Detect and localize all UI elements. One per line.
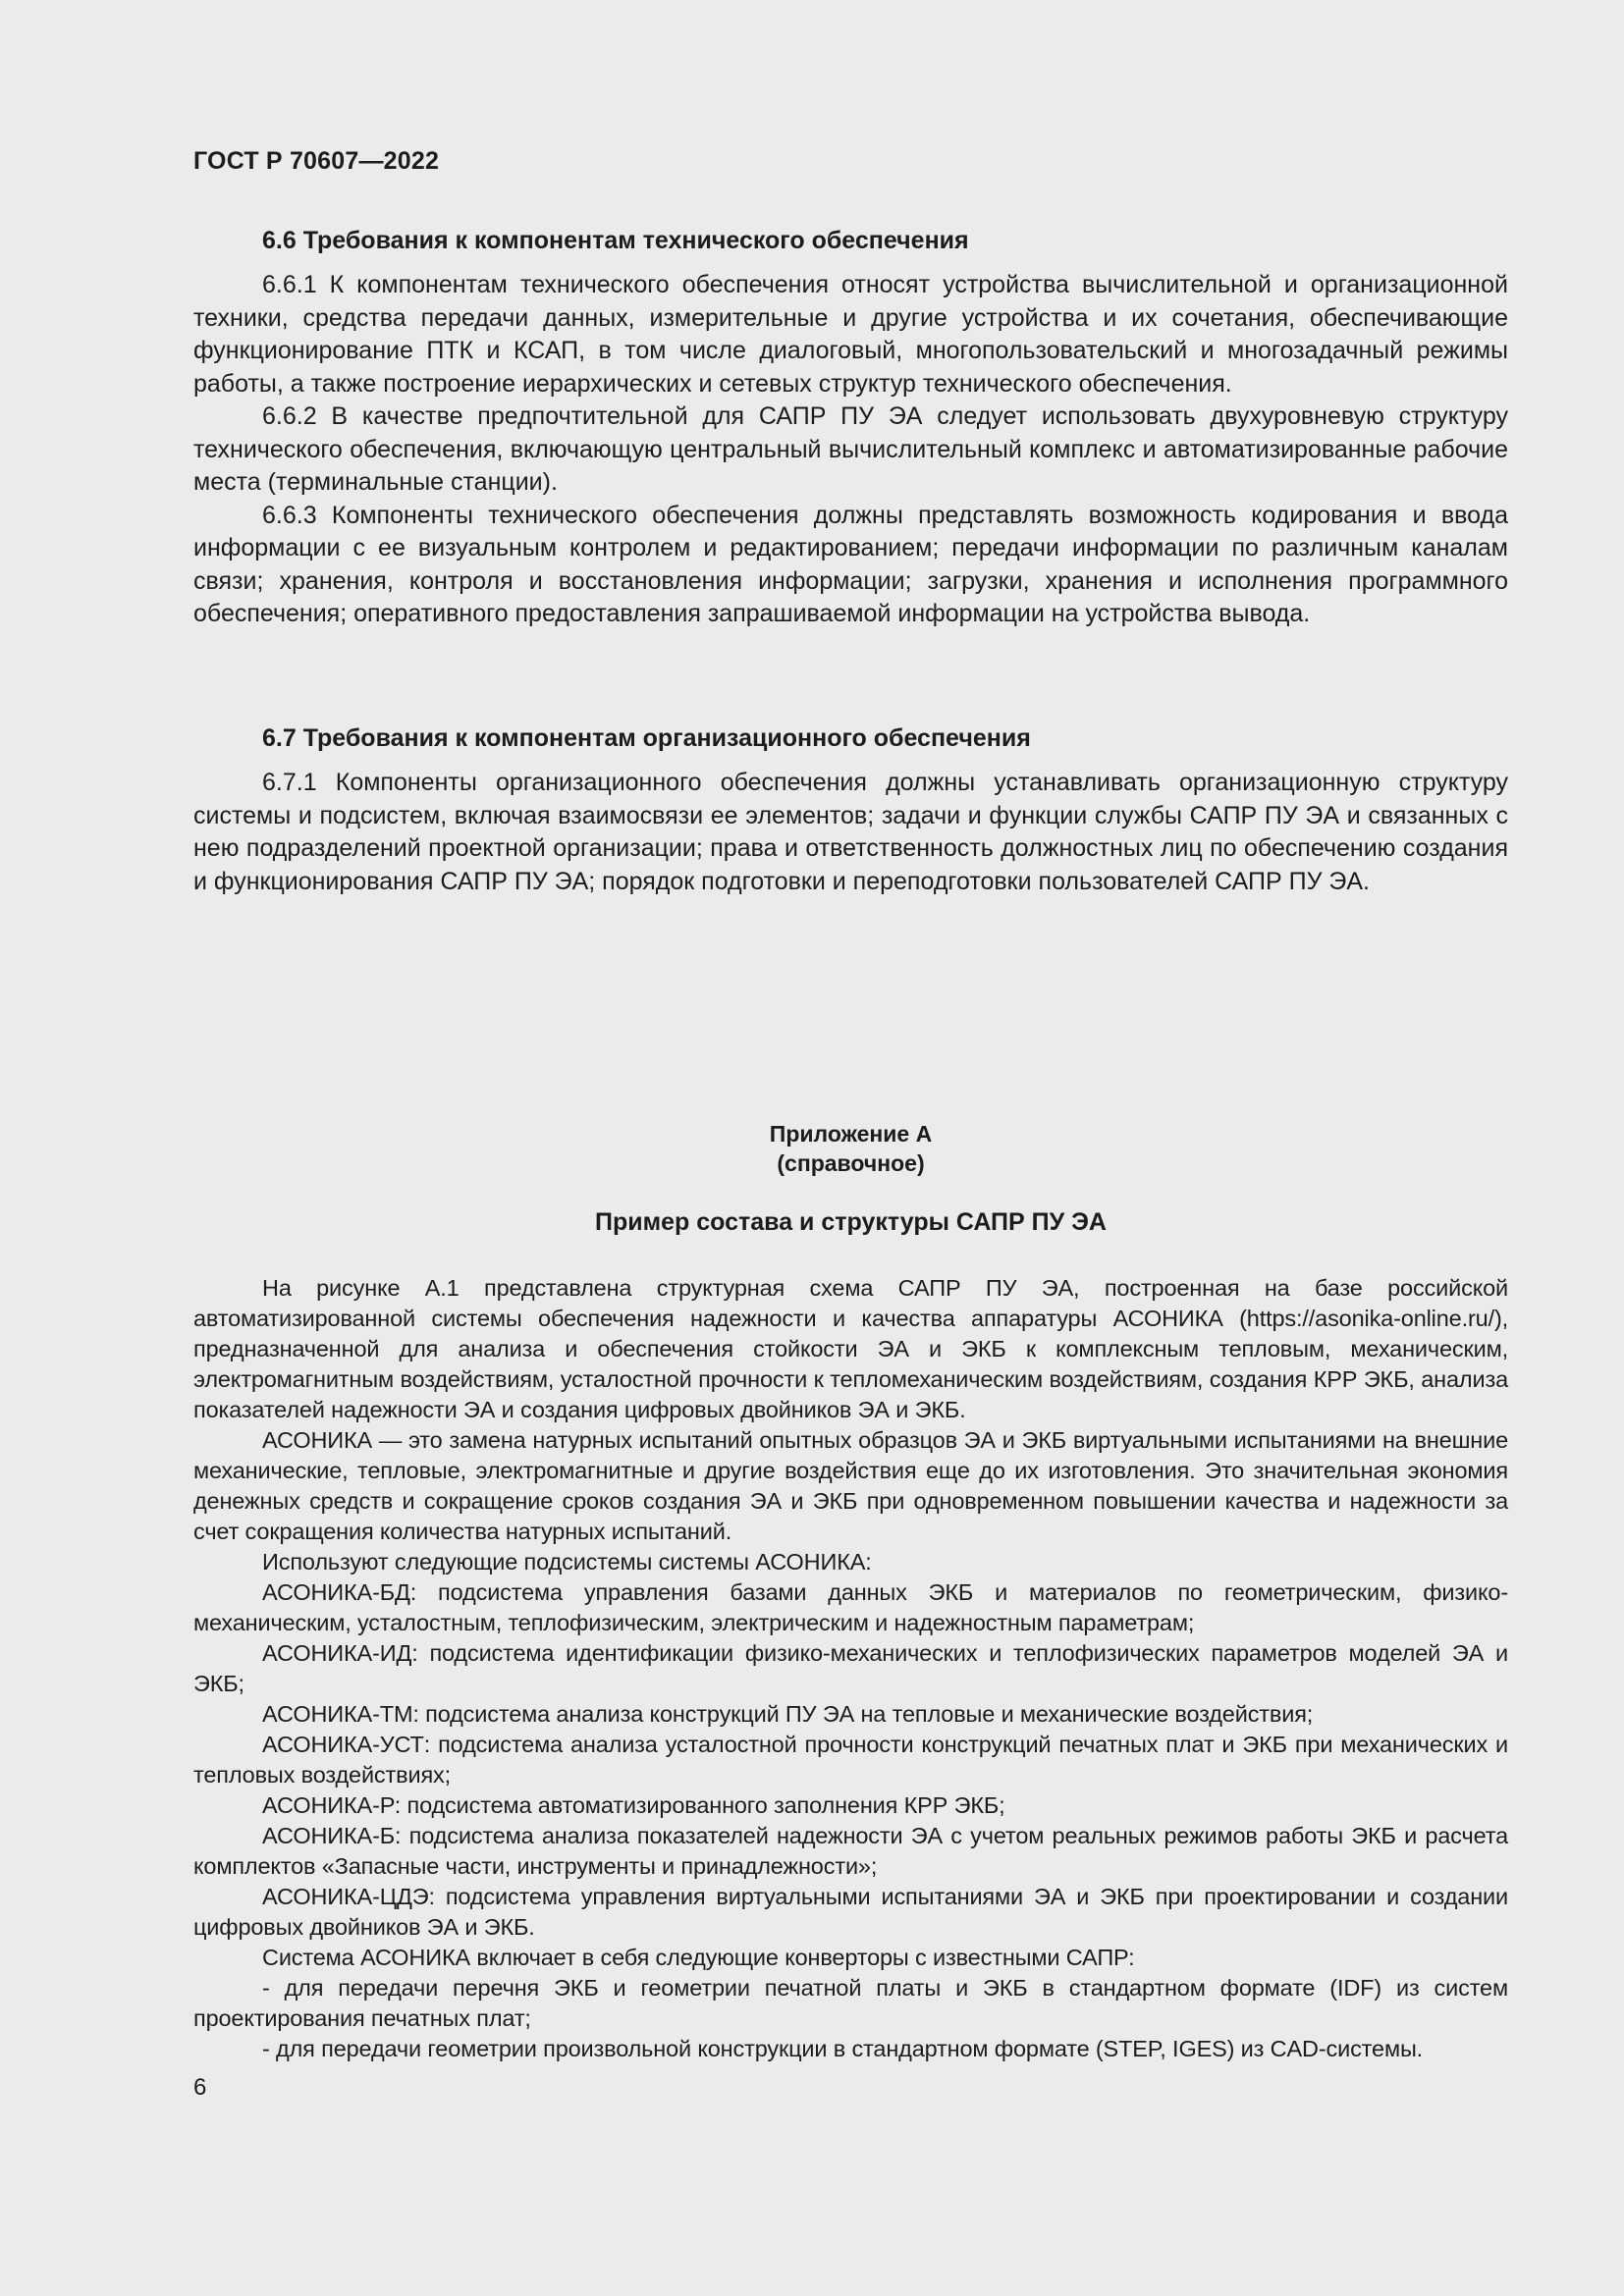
document-page xyxy=(193,0,1508,2296)
converter-item: - для передачи геометрии произвольной конструкции в стандартном формате (STEP, IGES) из CAD-системы. xyxy=(262,2036,1424,2061)
section-heading: 6.7 Требования к компонентам организационного обеспечения xyxy=(262,724,1031,752)
appendix-body xyxy=(193,1273,1508,2064)
appendix-paragraph: АСОНИКА — это замена натурных испытаний опытных образцов ЭА и ЭКБ виртуальными испытаниями на внешние механические, тепловые, электромагнитные и другие воздействия еще до их изготовления. Это значительная экономия денежных средств и сокращение сроков создания ЭА и ЭКБ при одновременном повышении качества и надежности за счет сокращения количества натурных испытаний. xyxy=(193,1427,1508,1544)
subsystem-item: АСОНИКА-УСТ: подсистема анализа усталостной прочности конструкций печатных плат и ЭКБ при механических и тепловых воздействиях; xyxy=(193,1732,1508,1788)
paragraph-6-7-1: 6.7.1 Компоненты организационного обеспечения должны устанавливать организационную структуру системы и подсистем, включая взаимосвязи ее элементов; задачи и функции службы САПР ПУ ЭА и связанных с нею подразделений проектной организации; права и ответственность должностных лиц по обеспечению создания и функционирования САПР ПУ ЭА; порядок подготовки и переподготовки пользователей САПР ПУ ЭА. xyxy=(193,769,1508,895)
appendix-heading: Пример состава и структуры САПР ПУ ЭА xyxy=(595,1208,1107,1236)
paragraph-6-6-1: 6.6.1 К компонентам технического обеспечения относят устройства вычислительной и организационной техники, средства передачи данных, измерительные и другие устройства и их сочетания, обеспечивающие функционирование ПТК и КСАП, в том числе диалоговый, многопользовательский и многозадачный режимы работы, а также построение иерархических и сетевых структур технического обеспечения. xyxy=(193,271,1508,398)
appendix-subtitle: (справочное) xyxy=(777,1150,925,1176)
appendix-paragraph: Используют следующие подсистемы системы АСОНИКА: xyxy=(262,1549,872,1575)
subsystem-item: АСОНИКА-БД: подсистема управления базами данных ЭКБ и материалов по геометрическим, физико-механическим, усталостным, теплофизическим, электрическим и надежностным параметрам; xyxy=(193,1579,1508,1635)
appendix-paragraph: Система АСОНИКА включает в себя следующие конверторы с известными САПР: xyxy=(262,1945,1135,1970)
subsystem-item: АСОНИКА-Р: подсистема автоматизированного заполнения КРР ЭКБ; xyxy=(262,1792,1005,1818)
subsystem-item: АСОНИКА-ИД: подсистема идентификации физико-механических и теплофизических параметров моделей ЭА и ЭКБ; xyxy=(193,1640,1508,1696)
subsystem-item: АСОНИКА-Б: подсистема анализа показателей надежности ЭА с учетом реальных режимов работы ЭКБ и расчета комплектов «Запасные части, инструменты и принадлежности»; xyxy=(193,1823,1508,1879)
paragraph-6-6-2: 6.6.2 В качестве предпочтительной для САПР ПУ ЭА следует использовать двухуровневую структуру технического обеспечения, включающую центральный вычислительный комплекс и автоматизированные рабочие места (терминальные станции). xyxy=(193,402,1508,496)
subsystem-item: АСОНИКА-ТМ: подсистема анализа конструкций ПУ ЭА на тепловые и механические воздействия; xyxy=(262,1701,1314,1727)
appendix-title: Приложение А xyxy=(769,1121,933,1147)
document-code: ГОСТ Р 70607—2022 xyxy=(193,147,440,175)
converter-item: - для передачи перечня ЭКБ и геометрии печатной платы и ЭКБ в стандартном формате (IDF) из систем проектирования печатных плат; xyxy=(193,1975,1508,2031)
subsystem-item: АСОНИКА-ЦДЭ: подсистема управления виртуальными испытаниями ЭА и ЭКБ при проектировании и создании цифровых двойников ЭА и ЭКБ. xyxy=(193,1884,1508,1940)
section-6-6 xyxy=(193,224,1508,631)
section-heading: 6.6 Требования к компонентам технического обеспечения xyxy=(262,227,969,254)
appendix-header xyxy=(193,1119,1508,1239)
page-number: 6 xyxy=(193,2074,207,2101)
section-6-7 xyxy=(193,721,1508,898)
appendix-paragraph: На рисунке А.1 представлена структурная схема САПР ПУ ЭА, построенная на базе российской автоматизированной системы обеспечения надежности и качества аппаратуры АСОНИКА (https://asonika-online.ru/), предназначенной для анализа и обеспечения стойкости ЭА и ЭКБ к комплексным тепловым, механическим, электромагнитным воздействиям, усталостной прочности к тепломеханическим воздействиям, создания КРР ЭКБ, анализа показателей надежности ЭА и создания цифровых двойников ЭА и ЭКБ. xyxy=(193,1275,1508,1422)
paragraph-6-6-3: 6.6.3 Компоненты технического обеспечения должны представлять возможность кодирования и ввода информации с ее визуальным контролем и редактированием; передачи информации по различным каналам связи; хранения, контроля и восстановления информации; загрузки, хранения и исполнения программного обеспечения; оперативного предоставления запрашиваемой информации на устройства вывода. xyxy=(193,501,1508,627)
